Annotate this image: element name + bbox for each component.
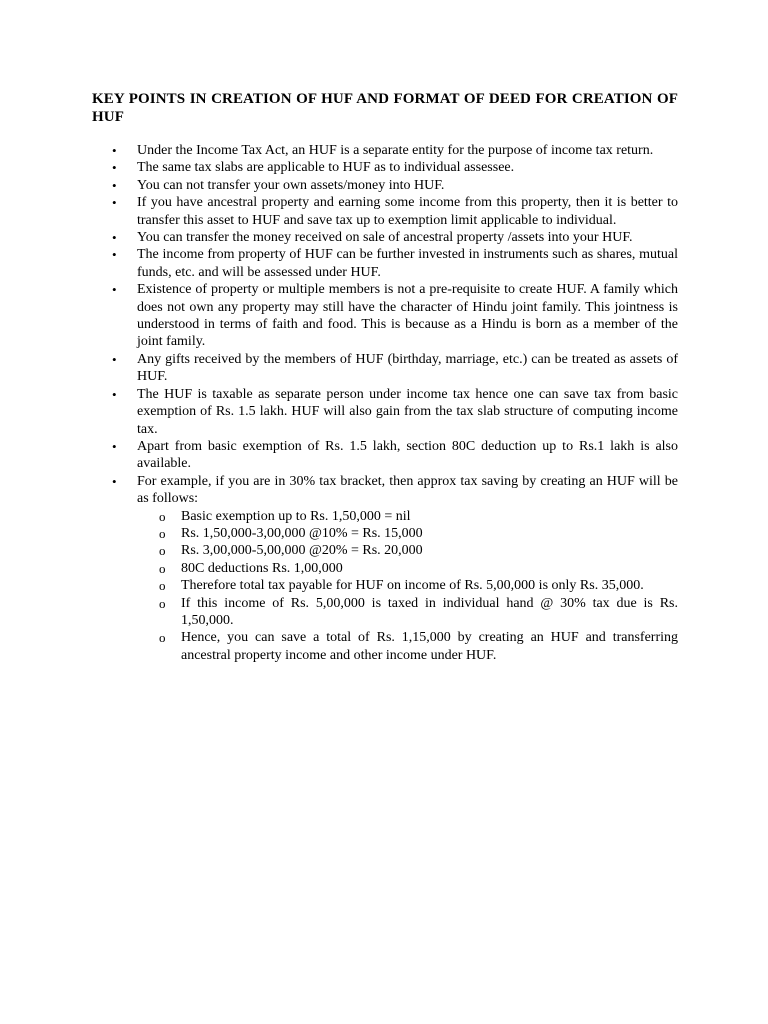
- key-points-list: [92, 142, 678, 664]
- list-item-text: You can not transfer your own assets/money into HUF.: [137, 177, 445, 193]
- sub-list-item: [137, 560, 678, 577]
- bullet-icon: •: [112, 160, 117, 176]
- list-item: [92, 246, 678, 281]
- sub-list-item: [137, 595, 678, 630]
- list-item: [92, 281, 678, 351]
- bullet-icon: •: [112, 473, 117, 489]
- sub-list-item-text: If this income of Rs. 5,00,000 is taxed in individual hand @ 30% tax due is Rs. 1,50,000.: [181, 595, 678, 628]
- sub-list-item-text: Hence, you can save a total of Rs. 1,15,000 by creating an HUF and transferring ancestral property income and other income under HUF.: [181, 630, 678, 663]
- circle-bullet-icon: o: [159, 508, 166, 524]
- list-item: [92, 229, 678, 246]
- list-item-text: If you have ancestral property and earning some income from this property, then it is better to transfer this asset to HUF and save tax up to exemption limit applicable to individual.: [137, 195, 678, 228]
- sub-list-item-text: Basic exemption up to Rs. 1,50,000 = nil: [181, 508, 411, 524]
- circle-bullet-icon: o: [159, 578, 166, 594]
- bullet-icon: •: [112, 230, 117, 246]
- list-item-text: The HUF is taxable as separate person under income tax hence one can save tax from basic exemption of Rs. 1.5 lakh. HUF will also gain from the tax slab structure of computing income tax.: [137, 386, 678, 437]
- list-item: [92, 386, 678, 438]
- list-item: [92, 159, 678, 176]
- list-item-text: Under the Income Tax Act, an HUF is a separate entity for the purpose of income tax return.: [137, 143, 654, 158]
- list-item: [92, 177, 678, 194]
- list-item-text: The income from property of HUF can be further invested in instruments such as shares, mutual funds, etc. and will be assessed under HUF.: [137, 247, 678, 280]
- list-item: [92, 351, 678, 386]
- bullet-icon: •: [112, 438, 117, 454]
- sub-list-item-text: 80C deductions Rs. 1,00,000: [181, 560, 343, 576]
- list-item-text: Existence of property or multiple members is not a pre-requisite to create HUF. A family which does not own any property may still have the character of Hindu joint family. This jointness is understood in terms of faith and food. This is because as a Hindu is born as a member of the joint family.: [137, 282, 678, 350]
- sub-list-item-text: Therefore total tax payable for HUF on income of Rs. 5,00,000 is only Rs. 35,000.: [181, 578, 644, 594]
- bullet-icon: •: [112, 177, 117, 193]
- sub-list-item-text: Rs. 3,00,000-5,00,000 @20% = Rs. 20,000: [181, 543, 423, 559]
- list-item: [92, 142, 678, 159]
- bullet-icon: •: [112, 143, 117, 158]
- document-page: [92, 90, 678, 664]
- sub-list-item: [137, 525, 678, 542]
- bullet-icon: •: [112, 386, 117, 402]
- circle-bullet-icon: o: [159, 595, 166, 611]
- document-title: KEY POINTS IN CREATION OF HUF AND FORMAT OF DEED FOR CREATION OF HUF: [92, 91, 678, 125]
- sub-list-item-text: Rs. 1,50,000-3,00,000 @10% = Rs. 15,000: [181, 525, 423, 541]
- sub-list-item: [137, 508, 678, 525]
- circle-bullet-icon: o: [159, 560, 166, 576]
- sub-list-item: [137, 542, 678, 559]
- circle-bullet-icon: o: [159, 525, 166, 541]
- list-item: [92, 473, 678, 664]
- list-item-text: The same tax slabs are applicable to HUF as to individual assessee.: [137, 160, 515, 176]
- circle-bullet-icon: o: [159, 543, 166, 559]
- sub-list-item: [137, 629, 678, 664]
- list-item-text: Apart from basic exemption of Rs. 1.5 lakh, section 80C deduction up to Rs.1 lakh is also available.: [137, 438, 678, 472]
- circle-bullet-icon: o: [159, 630, 166, 646]
- sub-list-item: [137, 577, 678, 594]
- tax-example-list: [137, 508, 678, 665]
- list-item: [92, 194, 678, 229]
- list-item: [92, 438, 678, 473]
- list-item-text: For example, if you are in 30% tax bracket, then approx tax saving by creating an HUF will be as follows:: [137, 473, 678, 507]
- bullet-icon: •: [112, 195, 117, 211]
- bullet-icon: •: [112, 351, 117, 367]
- list-item-text: Any gifts received by the members of HUF (birthday, marriage, etc.) can be treated as assets of HUF.: [137, 351, 678, 385]
- bullet-icon: •: [112, 247, 117, 263]
- list-item-text: You can transfer the money received on sale of ancestral property /assets into your HUF.: [137, 230, 633, 246]
- bullet-icon: •: [112, 282, 117, 298]
